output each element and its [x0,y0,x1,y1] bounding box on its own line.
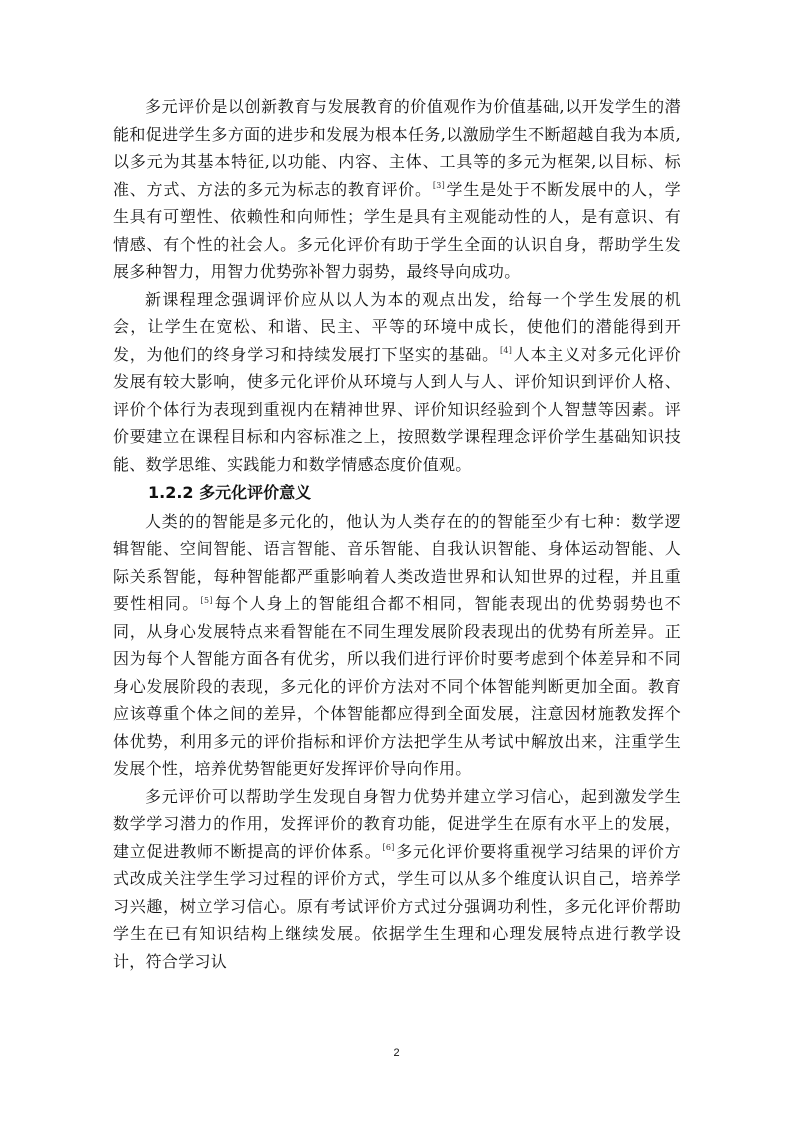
citation-ref: [4] [499,346,513,356]
paragraph-1 [113,93,681,286]
page-number: 2 [393,1047,400,1059]
paragraph-text: 人本主义对多元化评价发展有较大影响，使多元化评价从环境与人到人与人、评价知识到评价人格、评价个体行为表现到重视内在精神世界、评价知识经验到个人智慧等因素。评价要建立在课程目标和内容标准之上，按照数学课程理念评价学生基础知识技能、数学思维、实践能力和数学情感态度价值观。 [113,344,681,474]
paragraph-text: 新课程理念强调评价应从以人为本的观点出发，给每一个学生发展的机会，让学生在宽松、和谐、民主、平等的环境中成长，使他们的潜能得到开发，为他们的终身学习和持续发展打下坚实的基础。 [113,289,681,364]
paragraph-text: 学生是处于不断发展中的人，学生具有可塑性、依赖性和向师性；学生是具有主观能动性的人，是有意识、有情感、有个性的社会人。多元化评价有助于学生全面的认识自身，帮助学生发展多种智力，用智力优势弥补智力弱势，最终导向成功。 [113,179,682,281]
section-heading: 1.2.2 多元化评价意义 [148,483,312,502]
paragraph-text: 多元评价是以创新教育与发展教育的价值观作为价值基础,以开发学生的潜能和促进学生多方面的进步和发展为根本任务,以激励学生不断超越自我为本质,以多元为其基本特征,以功能、内容、主体、工具等的多元为框架,以目标、标准、方式、方法的多元为标志的教育评价。 [113,97,681,199]
paragraph-text: 多元评价可以帮助学生发现自身智力优势并建立学习信心，起到激发学生数学学习潜力的作用，发挥评价的教育功能，促进学生在原有水平上的发展，建立促进教师不断提高的评价体系。 [113,786,681,861]
citation-ref: [3] [432,181,446,191]
citation-ref: [6] [382,843,395,853]
paragraph-4 [113,783,681,976]
paragraph-text: 多元化评价要将重视学习结果的评价方式改成关注学生学习过程的评价方式，学生可以从多个维度认识自己，培养学习兴趣，树立学习信心。原有考试评价方式过分强调功利性，多元化评价帮助学生在已有知识结构上继续发展。依据学生生理和心理发展特点进行教学设计，符合学习认 [113,841,681,971]
paragraph-text: 人类的的智能是多元化的，他认为人类存在的的智能至少有七种：数学逻辑智能、空间智能、语言智能、音乐智能、自我认识智能、身体运动智能、人际关系智能，每种智能都严重影响着人类改造世界和认知世界的过程，并且重要性相同。 [113,511,681,613]
citation-ref: [5] [200,595,213,605]
body-text [113,93,681,975]
paragraph-2 [113,286,681,479]
paragraph-3 [113,508,681,783]
paragraph-text: 每个人身上的智能组合都不相同，智能表现出的优势弱势也不同，从身心发展特点来看智能在不同生理发展阶段表现出的优势有所差异。正因为每个人智能方面各有优劣，所以我们进行评价时要考虑到个体差异和不同身心发展阶段的表现，多元化的评价方法对不同个体智能判断更加全面。教育应该尊重个体之间的差异，个体智能都应得到全面发展，注意因材施教发挥个体优势，利用多元的评价指标和评价方法把学生从考试中解放出来，注重学生发展个性，培养优势智能更好发挥评价导向作用。 [113,594,681,778]
